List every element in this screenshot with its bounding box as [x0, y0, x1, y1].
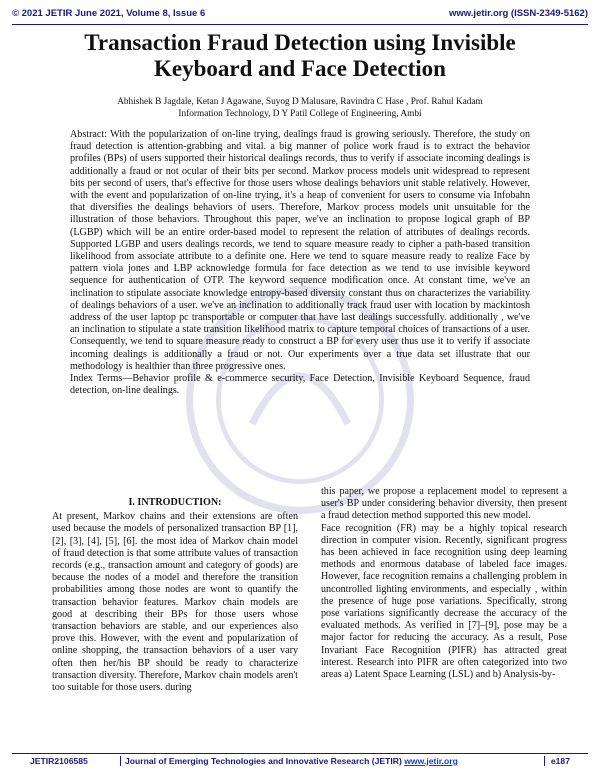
left-column	[52, 497, 298, 694]
header-citation: © 2021 JETIR June 2021, Volume 8, Issue 6	[12, 8, 206, 19]
author-block	[60, 96, 540, 120]
page-number: e187	[544, 756, 570, 766]
index-terms: Index Terms—Behavior profile & e-commerce security, Face Detection, Invisible Keyboard Sequence, fraud detection, on-line dealings.	[70, 373, 530, 397]
paper-title: Transaction Fraud Detection using Invisible Keyboard and Face Detection	[84, 30, 516, 81]
journal-name	[120, 756, 458, 766]
section-heading-introduction: I. INTRODUCTION:	[128, 497, 222, 508]
intro-paragraph-left: At present, Markov chains and their extensions are often used because the models of personalized transaction BP [1], [2], [3], [4], [5], [6]. the most idea of Markov chain model of fraud detection is that some attribute values of transaction records (e.g., transaction amount and category of goods) are because the nodes of a model and therefore the transition probabilities among those nodes are wont to quantify the transaction behavior features. Markov chain models are good at describing their BPs for those users whose transaction behaviors are stable, and our experiences also prove this. However, with the event and popularization of online shopping, the transaction behaviors of a user vary often then her/his BP should be ready to characterize transaction diversity. Therefore, Markov chain models aren't too suitable for those users. during	[52, 511, 298, 694]
author-list: Abhishek B Jagdale, Ketan J Agawane, Suyog D Malusare, Ravindra C Hase , Prof. Rahul Kadam	[117, 97, 483, 107]
abstract-section	[70, 129, 530, 397]
right-column	[321, 486, 567, 681]
intro-paragraph-right-1: this paper, we propose a replacement model to represent a user's BP under considering behavior diversity, then present a fraud detection method supported this new model.	[321, 486, 567, 522]
abstract-text: Abstract: With the popularization of on-line trying, dealings fraud is growing seriously. Therefore, the study on fraud detection is attention-grabbing and vital. a big manner of police work fraud is to extract the behavior profiles (BPs) of users supported their historical dealings records, thus to verify if associate incoming dealings is additionally a fraud or not ocular of their bits per second. Markov process models unit widespread to represent bits per second of users, that's effective for those users whose dealings behaviors unit stable relatively. However, with the event and popularization of on-line trying, it's a heap of convenient for users to consume via Infobahn that diversifies the dealings behaviors of users. Therefore, Markov process models unit unsuitable for the illustration of those behaviors. Throughout this paper, we've an inclination to propose logical graph of BP (LGBP) which will be an entire order-based model to represent the relation of attributes of dealings records. Supported LGBP and users dealings records, we tend to square measure ready to cipher a path-based transition likelihood from associate attribute to a definite one. Here we tend to square measure ready to realize Face by pattern viola jones and LBP acknowledge formula for face detection as we tend to use invisible keyword sequence for authentication of OTP. The keyword sequence modification once. At constant time, we've an inclination to stipulate associate knowledge entropy-based diversity constant thus on characterizes the variability of dealings behaviors of a user. we've an inclination to additionally track fraud user with location by mackintosh address of the user laptop pc transportable or computer that have last dealings successfully. additionally , we've an inclination to stipulate a state transition likelihood matrix to capture temporal choices of transactions of a user. Consequently, we tend to square measure ready to construct a BP for every user thus use it to verify if associate incoming dealings is additionally a fraud or not. Our experiments over a true data set illustrate that our methodology is healthier than three progressive ones.	[70, 129, 530, 372]
journal-title: Journal of Emerging Technologies and Innovative Research (JETIR)	[125, 756, 405, 766]
page-header	[12, 6, 588, 25]
intro-paragraph-right-2: Face recognition (FR) may be a highly topical research direction in computer vision. Recently, significant progress has been achieved in face recognition using deep learning methods and enormous database of labeled face images. However, face recognition remains a challenging problem in uncontrolled lighting environments, and especially , within the presence of huge pose variations. Specifically, strong pose variations significantly decrease the accuracy of the evaluated methods. As verified in [7]–[9], pose may be a major factor for reducing the accuracy. As a result, Pose Invariant Face Recognition (PIFR) has attracted great interest. Research into PIFR are often categorized into two areas a) Latent Space Learning (LSL) and b) Analysis-by-	[321, 522, 567, 681]
affiliation: Information Technology, D Y Patil College of Engineering, Ambi	[178, 109, 422, 119]
header-website[interactable]: www.jetir.org (ISSN-2349-5162)	[448, 8, 588, 19]
paper-id: JETIR2106585	[30, 756, 88, 766]
journal-link[interactable]: www.jetir.org	[404, 756, 458, 766]
page-footer	[12, 753, 588, 768]
